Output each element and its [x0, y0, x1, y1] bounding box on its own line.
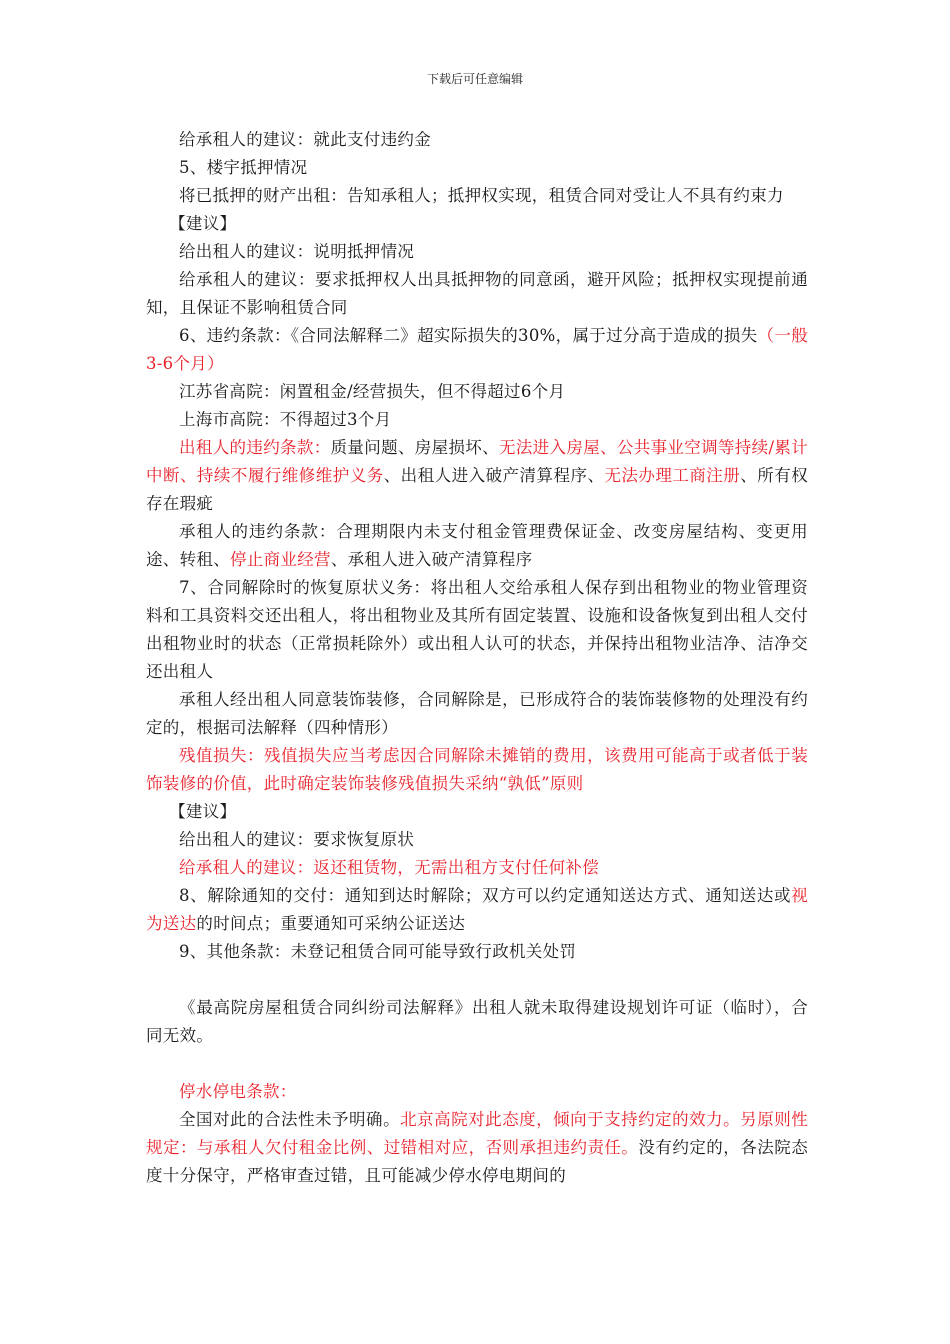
section-heading: 6、违约条款：《合同法解释二》超实际损失的30%，属于过分高于造成的损失（一般3-6个月） [146, 326, 808, 373]
paragraph: 江苏省高院：闲置租金/经营损失，但不得超过6个月 [179, 382, 566, 401]
section-heading: 7、合同解除时的恢复原状义务：将出租人交给承租人保存到出租物业的物业管理资料和工具资料交还出租人，将出租物业及其所有固定装置、设施和设备恢复到出租人交付出租物业时的状态（正常损耗除外）或出租人认可的状态，并保持出租物业洁净、洁净交还出租人 [146, 578, 808, 681]
section-heading: 停水停电条款： [179, 1082, 297, 1101]
section-heading: 9、其他条款：未登记租赁合同可能导致行政机关处罚 [179, 942, 577, 961]
spacer [146, 1050, 808, 1078]
section-heading: 8、解除通知的交付：通知到达时解除；双方可以约定通知送达方式、通知送达或视为送达的时间点；重要通知可采纳公证送达 [146, 886, 808, 933]
section-heading: 5、楼宇抵押情况 [179, 158, 308, 177]
paragraph: 给出租人的建议：说明抵押情况 [179, 242, 415, 261]
paragraph: 出租人的违约条款：质量问题、房屋损坏、无法进入房屋、公共事业空调等持续/累计中断、持续不履行维修维护义务、出租人进入破产清算程序、无法办理工商注册、所有权存在瑕疵 [146, 438, 809, 513]
suggestion-heading: 【建议】 [169, 802, 237, 821]
paragraph: 将已抵押的财产出租：告知承租人；抵押权实现，租赁合同对受让人不具有约束力 [179, 186, 784, 205]
suggestion-heading: 【建议】 [169, 214, 237, 233]
paragraph: 给出租人的建议：要求恢复原状 [179, 830, 415, 849]
paragraph: 《最高院房屋租赁合同纠纷司法解释》出租人就未取得建设规划许可证（临时），合同无效。 [146, 998, 808, 1045]
paragraph: 承租人的违约条款：合理期限内未支付租金管理费保证金、改变房屋结构、变更用途、转租、停止商业经营、承租人进入破产清算程序 [146, 522, 808, 569]
paragraph: 残值损失：残值损失应当考虑因合同解除未摊销的费用，该费用可能高于或者低于装饰装修的价值，此时确定装饰装修残值损失采纳“孰低”原则 [146, 746, 808, 793]
paragraph: 给承租人的建议：要求抵押权人出具抵押物的同意函，避开风险；抵押权实现提前通知，且保证不影响租赁合同 [146, 270, 808, 317]
paragraph: 给承租人的建议：就此支付违约金 [179, 130, 431, 149]
paragraph: 承租人经出租人同意装饰装修，合同解除是，已形成符合的装饰装修物的处理没有约定的，根据司法解释（四种情形） [146, 690, 808, 737]
paragraph: 上海市高院：不得超过3个月 [179, 410, 392, 429]
page-header: 下载后可任意编辑 [426, 72, 523, 86]
spacer [146, 966, 808, 994]
paragraph: 给承租人的建议：返还租赁物，无需出租方支付任何补偿 [179, 858, 599, 877]
paragraph: 全国对此的合法性未予明确。北京高院对此态度，倾向于支持约定的效力。另原则性规定：与承租人欠付租金比例、过错相对应，否则承担违约责任。没有约定的，各法院态度十分保守，严格审查过错，且可能减少停水停电期间的 [146, 1110, 809, 1185]
document-body [146, 126, 808, 1190]
